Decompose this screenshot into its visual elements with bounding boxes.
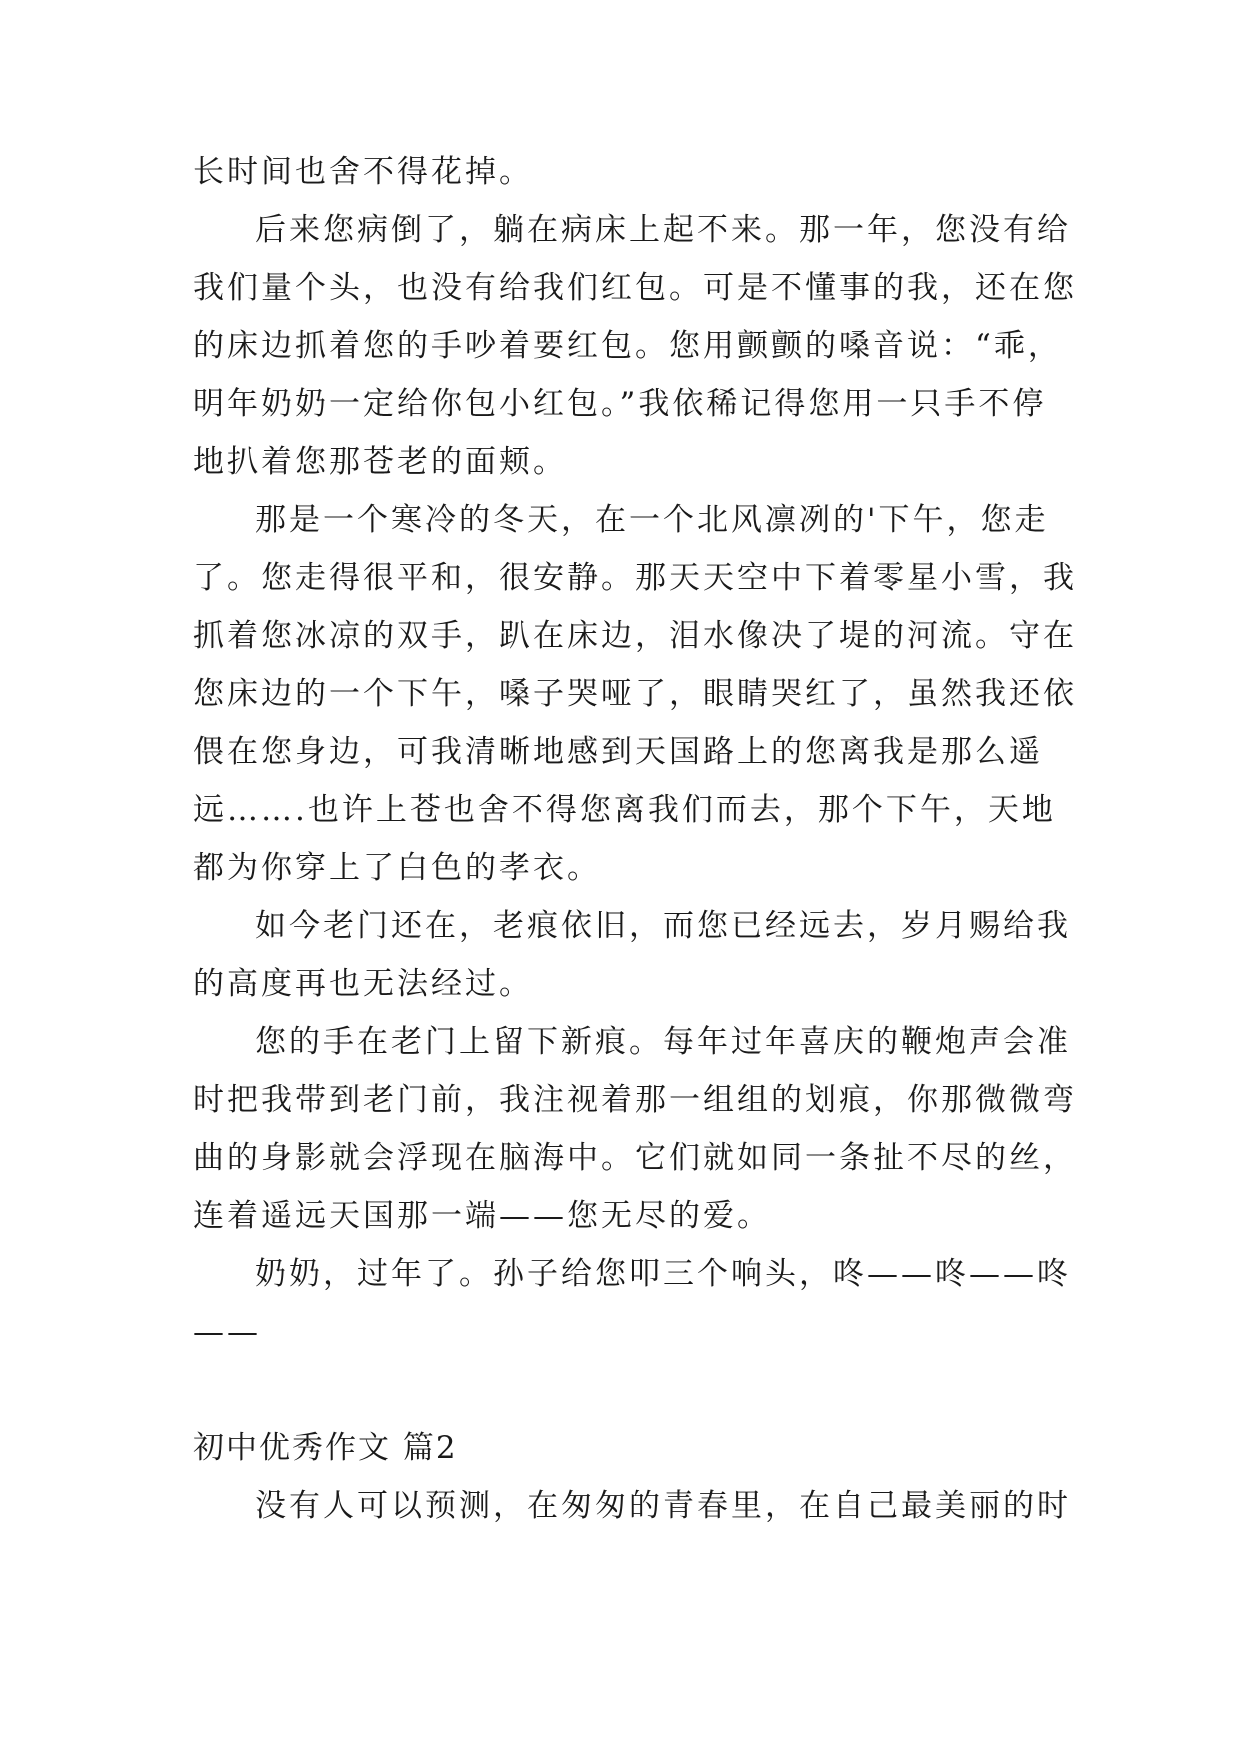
paragraph-line: 远…….也许上苍也舍不得您离我们而去，那个下午，天地 <box>193 792 1056 828</box>
paragraph-line: 奶奶，过年了。孙子给您叩三个响头，咚——咚——咚 <box>255 1256 1071 1292</box>
paragraph-line: 您床边的一个下午，嗓子哭哑了，眼睛哭红了，虽然我还依 <box>193 676 1077 712</box>
paragraph-line: 时把我带到老门前，我注视着那一组组的划痕，你那微微弯 <box>193 1082 1077 1118</box>
section-heading: 初中优秀作文 篇2 <box>193 1430 458 1466</box>
paragraph-line: 那是一个寒冷的冬天，在一个北风凛冽的'下午，您走 <box>255 502 1049 538</box>
paragraph-line: 曲的身影就会浮现在脑海中。它们就如同一条扯不尽的丝， <box>193 1140 1077 1176</box>
paragraph-line: 您的手在老门上留下新痕。每年过年喜庆的鞭炮声会准 <box>255 1024 1071 1060</box>
paragraph-line: 的床边抓着您的手吵着要红包。您用颤颤的嗓音说：“乖， <box>193 328 1062 364</box>
paragraph-line: —— <box>193 1314 261 1350</box>
paragraph-line: 连着遥远天国那一端——您无尽的爱。 <box>193 1198 771 1234</box>
paragraph-line: 明年奶奶一定给你包小红包。”我依稀记得您用一只手不停 <box>193 386 1047 422</box>
paragraph-line: 的高度再也无法经过。 <box>193 966 533 1002</box>
paragraph-line: 后来您病倒了，躺在病床上起不来。那一年，您没有给 <box>255 212 1071 248</box>
paragraph-line: 我们量个头，也没有给我们红包。可是不懂事的我，还在您 <box>193 270 1077 306</box>
paragraph-line: 如今老门还在，老痕依旧，而您已经远去，岁月赐给我 <box>255 908 1071 944</box>
paragraph-line: 偎在您身边，可我清晰地感到天国路上的您离我是那么遥 <box>193 734 1043 770</box>
paragraph-line: 地扒着您那苍老的面颊。 <box>193 444 567 480</box>
paragraph-line: 没有人可以预测，在匆匆的青春里，在自己最美丽的时 <box>255 1488 1071 1524</box>
paragraph-line: 长时间也舍不得花掉。 <box>193 154 533 190</box>
paragraph-line: 了。您走得很平和，很安静。那天天空中下着零星小雪，我 <box>193 560 1077 596</box>
paragraph-line: 抓着您冰凉的双手，趴在床边，泪水像决了堤的河流。守在 <box>193 618 1077 654</box>
paragraph-line: 都为你穿上了白色的孝衣。 <box>193 850 601 886</box>
